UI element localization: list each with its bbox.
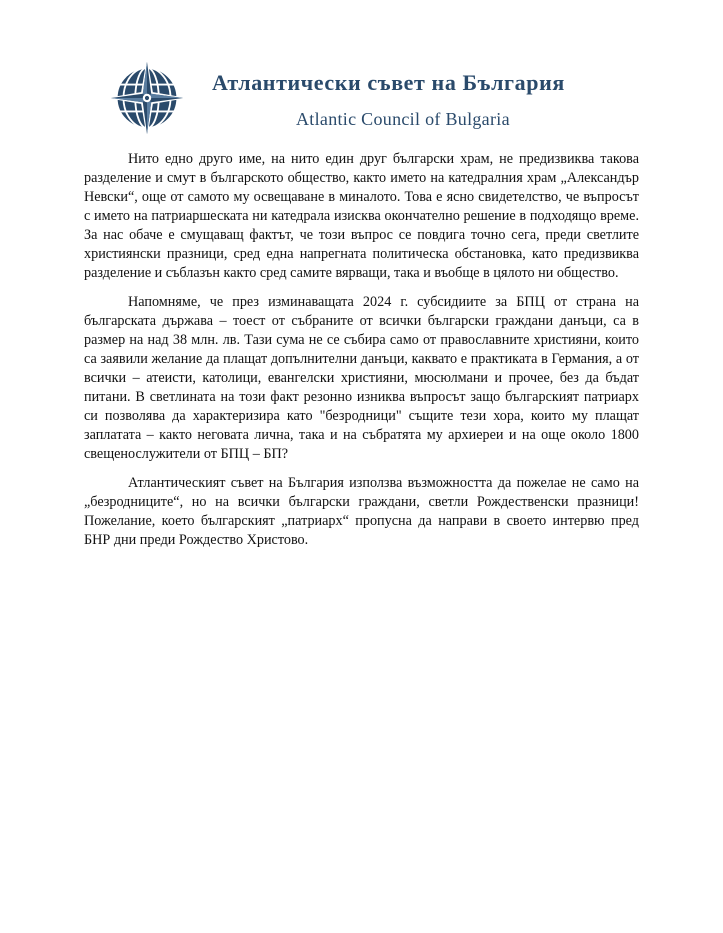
letterhead bbox=[0, 0, 723, 150]
org-name-bulgarian: Атлантически съвет на България bbox=[212, 70, 565, 95]
document-body bbox=[84, 150, 639, 560]
paragraph: Напомняме, че през изминаващата 2024 г. субсидиите за БПЦ от страна на българската държава – тоест от събраните от всички български граждани данъци, са в размер на над 38 млн. лв. Тази сума не се събира само от православните християни, които са заявили желание да плащат допълнителни данъци, каквато е практиката в Германия, а от всички – атеисти, католици, евангелски християни, мюсюлмани и прочее, без да бъдат питани. В светлината на този факт резонно изниква въпросът защо българският патриарх си позволява да характеризира като "безродници" същите тези хора, които му плащат заплатата – както неговата лична, така и на събратята му архиереи и на още около 1800 свещенослужители от БПЦ – БП? bbox=[84, 294, 639, 462]
compass-star-globe-icon bbox=[105, 56, 189, 140]
paragraph: Нито едно друго име, на нито един друг български храм, не предизвиква такова разделение и смут в българското общество, както името на катедралния храм „Александър Невски“, още от самото му освещаване в миналото. Това е ясно свидетелство, че въпросът с името на патриаршеската ни катедрала изисква окончателно решение в подходящо време. За нас обаче е смущаващ фактът, че този въпрос се повдига точно сега, преди светлите християнски празници, сред една напрегната политическа обстановка, като предизвиква разделение и съблазън както сред самите вярващи, така и въобще в цялото ни общество. bbox=[84, 151, 639, 281]
paragraph: Атлантическият съвет на България използва възможността да пожелае не само на „безродниците“, но на всички български граждани, светли Рождественски празници! Пожелание, което българският „патриарх“ пропусна да направи в своето интервю пред БНР дни преди Рождество Христово. bbox=[84, 475, 639, 548]
org-name-english: Atlantic Council of Bulgaria bbox=[296, 109, 510, 129]
